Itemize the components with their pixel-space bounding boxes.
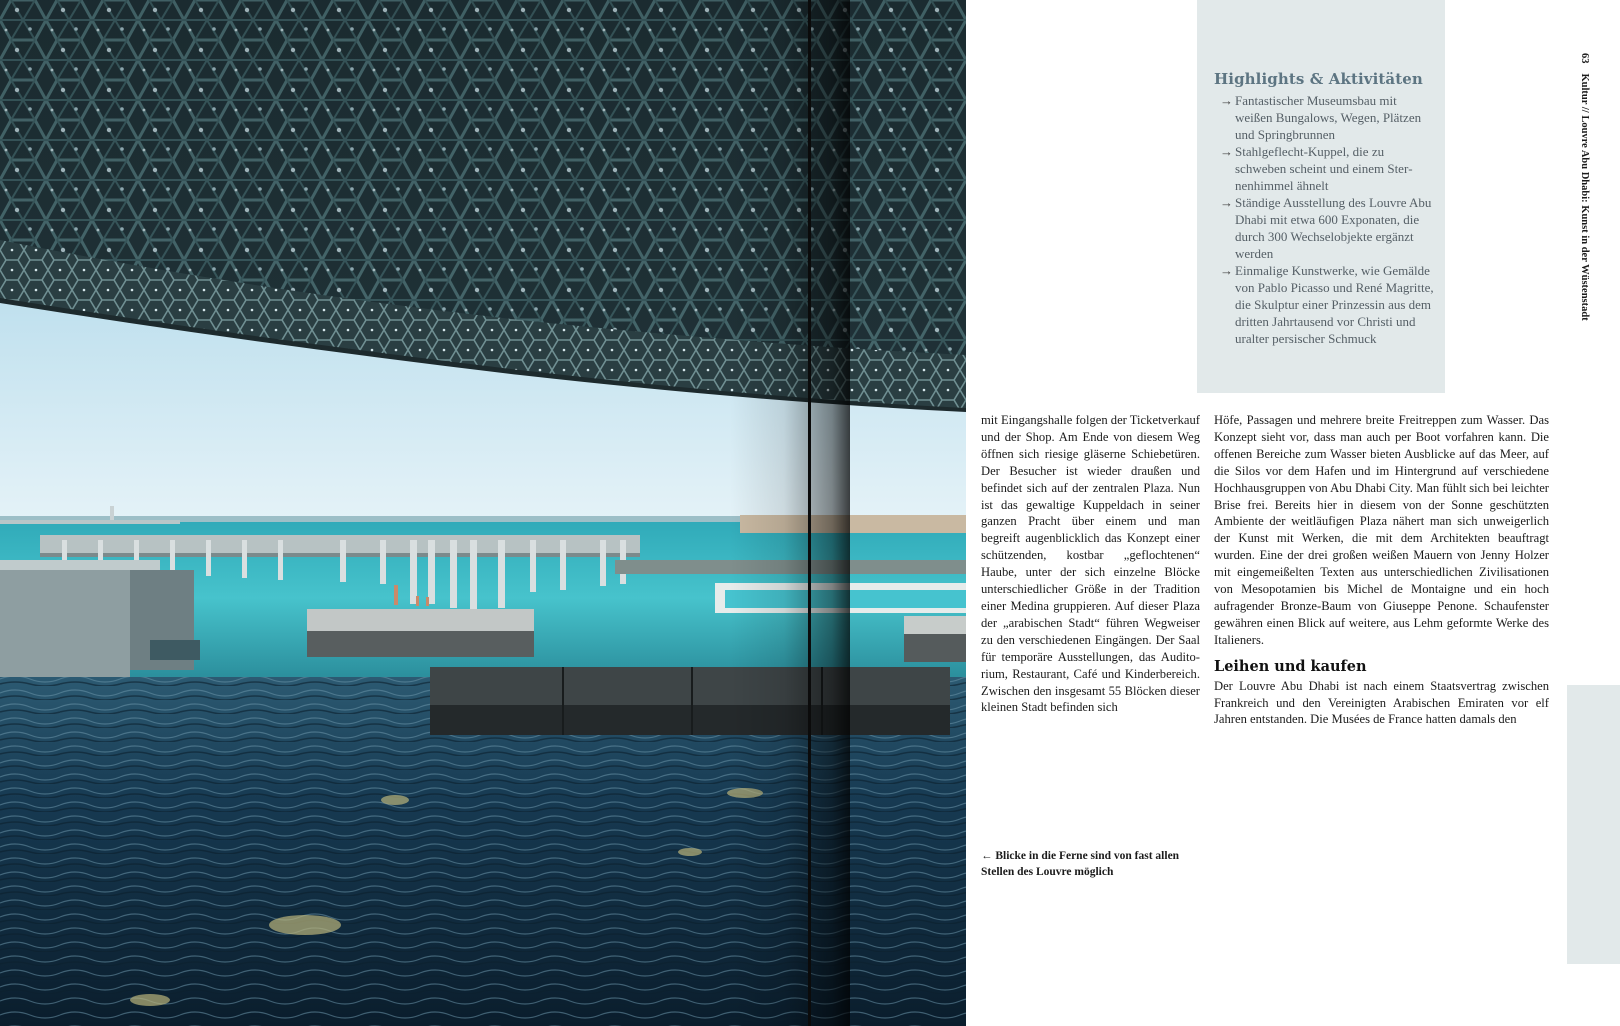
page-edge-tab — [1567, 685, 1620, 964]
arrow-right-icon: → — [1220, 263, 1233, 278]
highlights-item-text: Ständige Ausstellung des Louvre Abu Dhabi mit etwa 600 Exponaten, die durch 300 Wechselobjekte ergänzt werden — [1235, 195, 1432, 261]
article-column-2 — [1214, 412, 1549, 728]
highlights-box — [1197, 0, 1445, 393]
article-paragraph: Der Louvre Abu Dhabi ist nach einem Staatsvertrag zwischen Frankreich und den Vereinigten Arabischen Emiraten vor elf Jahren entstanden. Die Musées de France hatten damals den — [1214, 678, 1549, 727]
highlights-item — [1214, 262, 1436, 347]
page-gutter — [808, 0, 811, 1026]
highlights-item — [1214, 92, 1436, 143]
arrow-right-icon: → — [1220, 144, 1233, 159]
highlights-item — [1214, 194, 1436, 262]
highlights-item-text: Einmalige Kunstwerke, wie Gemälde von Pablo Picasso und René Magritte, die Skulptur einer Prinzessin aus dem dritten Jahrtausend vor Christi und uralter persischer Schmuck — [1235, 263, 1434, 346]
highlights-item-text: Stahlgeflecht-Kuppel, die zu schweben scheint und einem Sternenhimmel ähnelt — [1235, 144, 1413, 193]
page-number: 63 — [1579, 53, 1590, 64]
arrow-right-icon: → — [1220, 195, 1233, 210]
highlights-item — [1214, 143, 1436, 194]
highlights-item-text: Fantastischer Museumsbau mit weißen Bungalows, Wegen, Plätzen und Springbrunnen — [1235, 93, 1422, 142]
highlights-title: Highlights & Aktivitäten — [1214, 70, 1423, 88]
article-paragraph: Höfe, Passagen und mehrere breite Freitreppen zum Wasser. Das Konzept sieht vor, dass man auch per Boot vorfahren kann. Die offenen Bereiche zum Wasser bieten Ausblicke auf das Meer, auf die Silos vor dem Hafen und im Hintergrund auf verschiedene Hochhausgruppen von Abu Dhabi City. Man fühlt sich bei leichter Brise frei. Bereits hier in diesem von der Sonne geschützten Ambiente der weitläufigen Plaza nähert man sich unweigerlich der Kunst mit Werken, die mit dem Architekten beauftragt wurden. Eine der drei großen weißen Mauern von Jenny Holzer mit eingemeißelten Texten aus unterschiedlichen Zivilisationen von Mesopotamien bis Michel de Montaigne und ein hoch aufragender Bronze-Baum von Giuseppe Penone. Schaufenster gewähren einen Blick auf weitere, aus Lehm geformte Werke des Italieners. — [1214, 413, 1549, 647]
section-title: Kultur // Louvre Abu Dhabi: Kunst in der Wüstenstadt — [1579, 73, 1590, 321]
photo-caption: ← Blicke in die Ferne sind von fast allen Stellen des Louvre möglich — [981, 850, 1180, 878]
article-column-1 — [981, 412, 1200, 716]
running-head — [1574, 53, 1590, 343]
article-subheading: Leihen und kaufen — [1214, 657, 1367, 675]
highlights-list — [1214, 92, 1436, 347]
arrow-right-icon: → — [1220, 93, 1233, 108]
article-paragraph: mit Eingangshalle folgen der Ticketverkauf und der Shop. Am Ende von diesem Weg öffnen sich riesige gläserne Schiebetüren. Der Besucher ist wieder draußen und befindet sich auf der zentralen Plaza. Nun ist das gewaltige Kuppeldach in seiner ganzen Pracht über einem und man begreift augenblicklich das Konzept einer schützenden, kostbar „geflochtenen“ Haube, unter der sich einzelne Blöcke unterschiedlicher Größe in der Tradition einer Medina gruppieren. Auf dieser Plaza der „arabischen Stadt“ führen Wegweiser zu den verschiedenen Eingängen. Der Saal für temporäre Ausstellungen, das Auditorium, Restaurant, Café und Kinderbereich. Zwischen den insgesamt 55 Blöcken dieser kleinen Stadt befinden sich — [981, 413, 1200, 715]
